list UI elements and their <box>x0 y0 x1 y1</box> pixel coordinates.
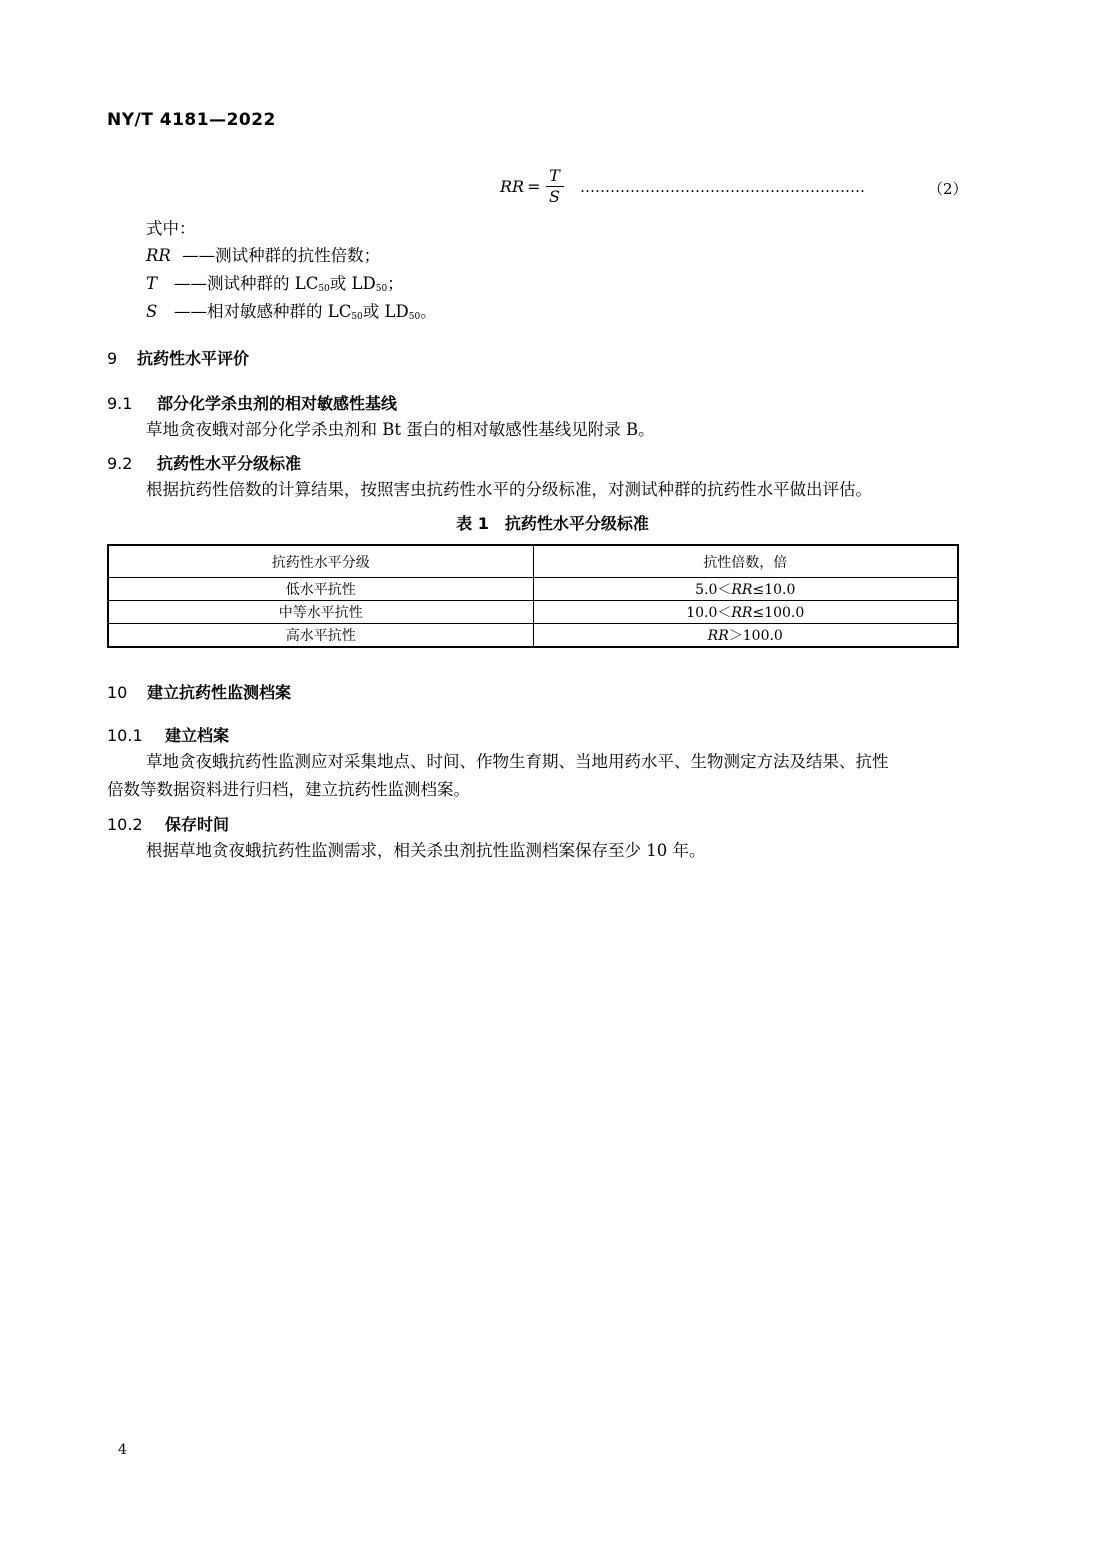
section-10-1-body-line1: 草地贪夜蛾抗药性监测应对采集地点、时间、作物生育期、当地用药水平、生物测定方法及结果、抗性 <box>146 752 889 771</box>
formula-numerator: T <box>549 165 560 185</box>
table-row <box>108 624 958 648</box>
resistance-level-table <box>107 544 959 648</box>
where-item-rr: RR ——测试种群的抗性倍数； <box>146 246 381 265</box>
section-10-1-heading: 10.1 建立档案 <box>107 726 230 745</box>
section-9-1-body: 草地贪夜蛾对部分化学杀虫剂和 Bt 蛋白的相对敏感性基线见附录 B。 <box>146 420 655 439</box>
table-cell-level: 低水平抗性 <box>108 578 533 601</box>
section-10-heading: 10 建立抗药性监测档案 <box>107 683 292 702</box>
table-cell-ratio: RR＞100.0 <box>533 624 958 648</box>
formula-fraction <box>546 167 564 206</box>
table-header-row <box>108 545 958 578</box>
section-10-2-heading: 10.2 保存时间 <box>107 815 230 834</box>
section-9-1-heading: 9.1 部分化学杀虫剂的相对敏感性基线 <box>107 394 398 413</box>
section-10-2-body: 根据草地贪夜蛾抗药性监测需求，相关杀虫剂抗性监测档案保存至少 10 年。 <box>146 841 706 860</box>
section-10-1-body-line2: 倍数等数据资料进行归档，建立抗药性监测档案。 <box>107 780 470 799</box>
table-header-ratio: 抗性倍数，倍 <box>533 545 958 578</box>
table-header-level: 抗药性水平分级 <box>108 545 533 578</box>
section-9-2-body: 根据抗药性倍数的计算结果，按照害虫抗药性水平的分级标准，对测试种群的抗药性水平做出评估。 <box>146 480 872 499</box>
table-1-title: 表 1 抗药性水平分级标准 <box>456 514 649 533</box>
formula-leader-dots: ………………………………………………… <box>580 178 865 196</box>
section-9-heading: 9 抗药性水平评价 <box>107 349 250 368</box>
formula-lhs: RR <box>500 176 525 196</box>
where-item-s: S ——相对敏感种群的 $LC_{50}$或 $LD_{50}$。 <box>146 302 437 322</box>
table-cell-level: 中等水平抗性 <box>108 601 533 624</box>
table-row <box>108 578 958 601</box>
table-row <box>108 601 958 624</box>
formula-denominator: S <box>549 186 560 206</box>
table-cell-ratio: 10.0＜RR≤100.0 <box>533 601 958 624</box>
table-cell-ratio: 5.0＜RR≤10.0 <box>533 578 958 601</box>
section-9-2-heading: 9.2 抗药性水平分级标准 <box>107 454 302 473</box>
where-intro: 式中： <box>146 219 196 238</box>
formula-equals: = <box>527 176 541 196</box>
formula-number: （2） <box>928 180 968 198</box>
where-item-t: T ——测试种群的 $LC_{50}$或 $LD_{50}$； <box>146 274 404 294</box>
standard-code-header: NY/T 4181—2022 <box>107 110 276 130</box>
page-number: 4 <box>118 1442 127 1458</box>
table-cell-level: 高水平抗性 <box>108 624 533 648</box>
formula-2 <box>500 162 564 210</box>
